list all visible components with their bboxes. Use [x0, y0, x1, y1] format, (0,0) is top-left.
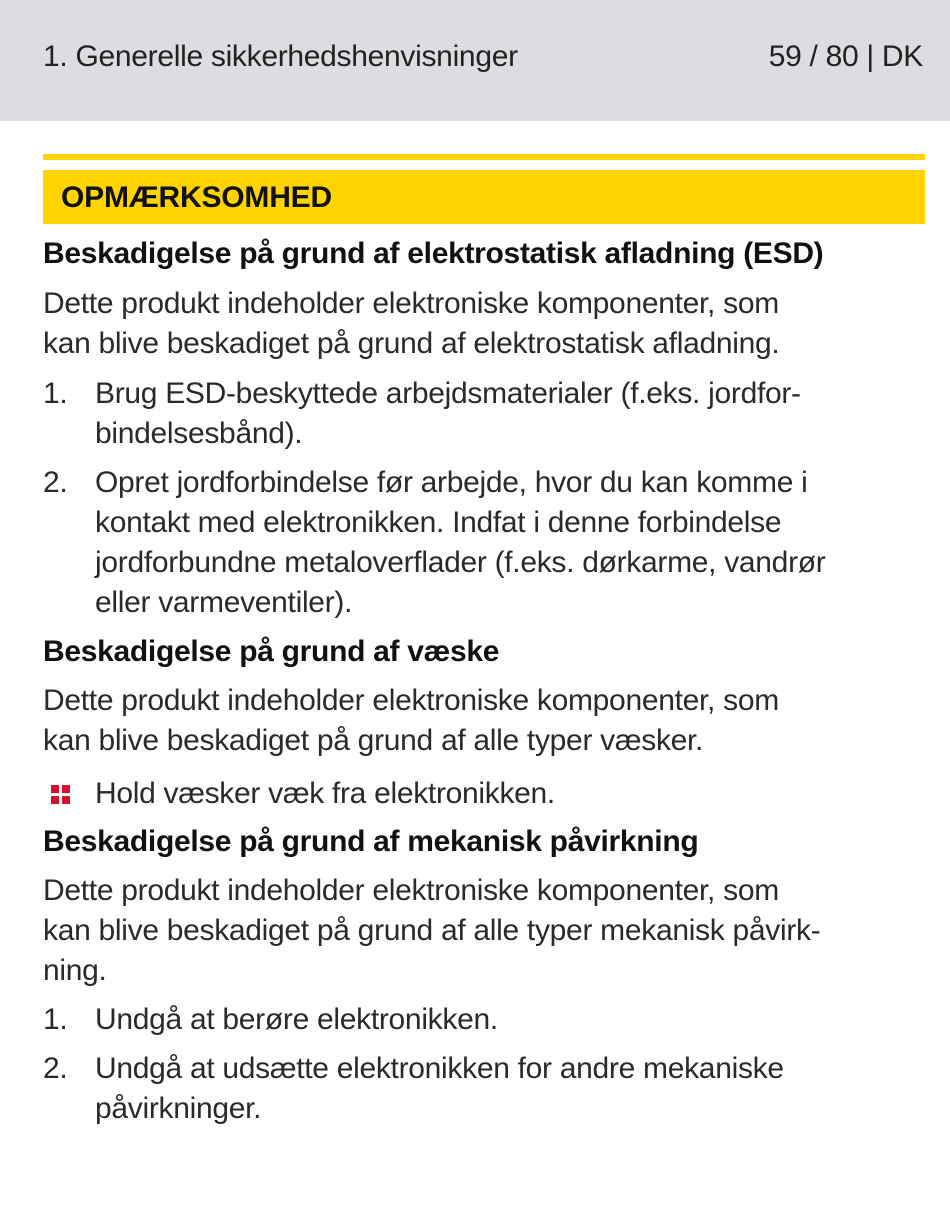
paragraph-line: kan blive beskadiget på grund af alle typer mekanisk påvirk- — [43, 914, 821, 947]
notice-top-rule — [43, 154, 925, 160]
section-heading: Beskadigelse på grund af elektrostatisk afladning (ESD) — [43, 237, 824, 270]
paragraph-line: kan blive beskadiget på grund af alle typer væsker. — [43, 724, 704, 757]
section-liquid — [43, 632, 925, 814]
page-header — [0, 0, 950, 121]
section-mechanical — [43, 822, 925, 1129]
section-paragraph — [43, 681, 925, 761]
list-item — [43, 1000, 925, 1040]
list-item — [43, 1049, 925, 1129]
list-item — [43, 463, 925, 623]
step-number: 1. — [43, 377, 68, 410]
step-line: påvirkninger. — [95, 1092, 262, 1125]
section-heading: Beskadigelse på grund af væske — [43, 635, 500, 668]
section-heading: Beskadigelse på grund af mekanisk påvirkning — [43, 825, 699, 858]
paragraph-line: Dette produkt indeholder elektroniske komponenter, som — [43, 287, 779, 320]
paragraph-line: ning. — [43, 954, 107, 987]
notice-banner — [43, 170, 925, 224]
paragraph-line: Dette produkt indeholder elektroniske komponenter, som — [43, 874, 779, 907]
bullet-item — [43, 774, 925, 814]
step-line: Undgå at udsætte elektronikken for andre mekaniske — [95, 1052, 784, 1085]
page-number: 59 / 80 | DK — [768, 40, 923, 73]
section-paragraph — [43, 871, 925, 991]
notice-label: OPMÆRKSOMHED — [61, 181, 332, 214]
paragraph-line: Dette produkt indeholder elektroniske komponenter, som — [43, 684, 779, 717]
section-paragraph — [43, 284, 925, 364]
step-line: jordforbundne metaloverflader (f.eks. dørkarme, vandrør — [95, 546, 826, 579]
step-line: Opret jordforbindelse før arbejde, hvor du kan komme i — [95, 466, 808, 499]
step-line: bindelsesbånd). — [95, 417, 303, 450]
red-squares-bullet-icon — [51, 785, 71, 805]
step-number: 1. — [43, 1003, 68, 1036]
step-number: 2. — [43, 466, 68, 499]
document-body — [43, 154, 925, 1129]
section-esd — [43, 234, 925, 623]
step-line: Brug ESD-beskyttede arbejdsmaterialer (f.eks. jordfor- — [95, 377, 801, 410]
step-line: kontakt med elektronikken. Indfat i denne forbindelse — [95, 506, 782, 539]
chapter-title: 1. Generelle sikkerhedshenvisninger — [43, 40, 518, 73]
step-list — [43, 1000, 925, 1129]
bullet-text: Hold væsker væk fra elektronikken. — [95, 777, 555, 810]
step-line: eller varmeventiler). — [95, 586, 353, 619]
list-item — [43, 374, 925, 454]
step-number: 2. — [43, 1052, 68, 1085]
step-line: Undgå at berøre elektronikken. — [95, 1003, 498, 1036]
paragraph-line: kan blive beskadiget på grund af elektrostatisk afladning. — [43, 327, 780, 360]
step-list — [43, 374, 925, 623]
